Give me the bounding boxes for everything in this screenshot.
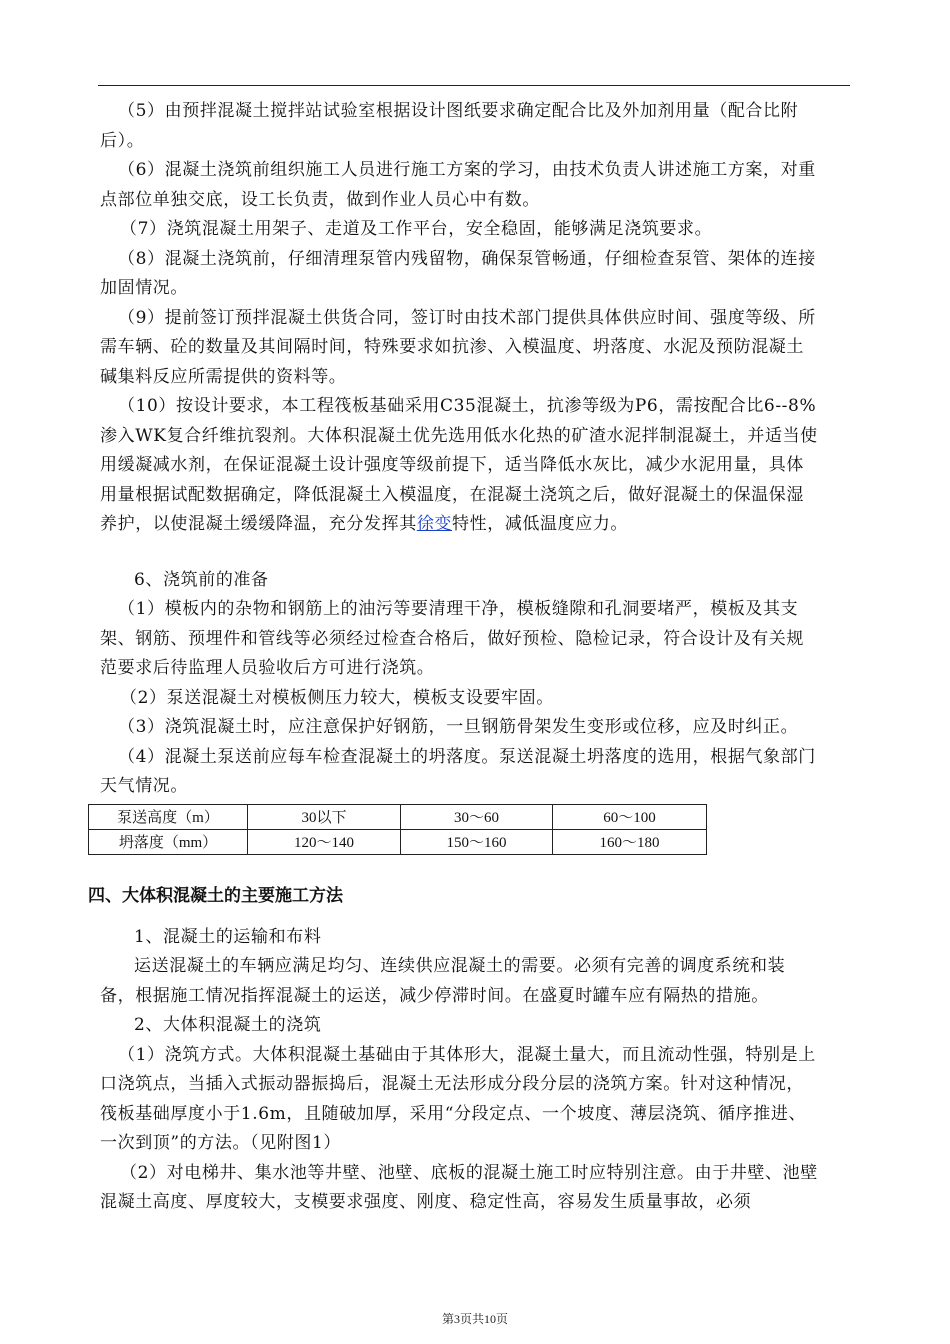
- subsection-2-title: 2、大体积混凝土的浇筑: [134, 1015, 322, 1035]
- table-row: [89, 829, 707, 854]
- table-cell: 坍落度（mm）: [89, 829, 248, 854]
- section-6-item-2: （2）泵送混凝土对模板侧压力较大，模板支设要牢固。: [120, 687, 554, 708]
- table-cell: 30～60: [401, 804, 553, 829]
- paragraph-9: （9）提前签订预拌混凝土供货合同，签订时由技术部门提供具体供应时间、强度等级、所需车辆、砼的数量及其间隔时间，特殊要求如抗渗、入模温度、坍落度、水泥及预防混凝土碱集料反应所需提供的资料等。: [100, 307, 816, 387]
- subsection-1-text: 运送混凝土的车辆应满足均匀、连续供应混凝土的需要。必须有完善的调度系统和装备，根据施工情况指挥混凝土的运送，减少停滞时间。在盛夏时罐车应有隔热的措施。: [100, 956, 786, 1006]
- table-cell: 150～160: [401, 829, 553, 854]
- table-cell: 160～180: [553, 829, 707, 854]
- slump-table: [88, 804, 707, 855]
- paragraph-5: （5）由预拌混凝土搅拌站试验室根据设计图纸要求确定配合比及外加剂用量（配合比附后）。: [100, 101, 799, 151]
- subsection-2-item-2: （2）对电梯井、集水池等井壁、池壁、底板的混凝土施工时应特别注意。由于井壁、池壁混凝土高度、厚度较大，支模要求强度、刚度、稳定性高，容易发生质量事故，必须: [100, 1162, 818, 1212]
- spacer: [100, 911, 820, 923]
- paragraph-6: （6）混凝土浇筑前组织施工人员进行施工方案的学习，由技术负责人讲述施工方案，对重点部位单独交底，设工长负责，做到作业人员心中有数。: [100, 160, 816, 210]
- section-6-title: 6、浇筑前的准备: [134, 569, 269, 590]
- spacer: [100, 540, 820, 566]
- table-cell: 泵送高度（m）: [89, 804, 248, 829]
- subsection-1-title: 1、混凝土的运输和布料: [134, 926, 322, 947]
- section-4-heading: 四、大体积混凝土的主要施工方法: [88, 885, 343, 906]
- header-rule: [98, 85, 850, 86]
- creep-link[interactable]: 徐变: [416, 514, 453, 534]
- table-cell: 60～100: [553, 804, 707, 829]
- page-footer: 第3页共10页: [441, 1312, 508, 1326]
- paragraph-10-tail: 特性，减低温度应力。: [452, 514, 629, 534]
- section-6-item-3: （3）浇筑混凝土时，应注意保护好钢筋，一旦钢筋骨架发生变形或位移，应及时纠正。: [118, 717, 799, 737]
- paragraph-10-text: （10）按设计要求，本工程筏板基础采用C35混凝土，抗渗等级为P6，需按配合比6--8%渗入WK复合纤维抗裂剂。大体积混凝土优先选用低水化热的矿渣水泥拌制混凝土，并适当使用缓凝减水剂，在保证混凝土设计强度等级前提下，适当降低水灰比，减少水泥用量，具体用量根据试配数据确定，降低混凝土入模温度，在混凝土浇筑之后，做好混凝土的保温保湿养护，以使混凝土缓缓降温，充分发挥其: [100, 396, 818, 534]
- section-6-item-1: （1）模板内的杂物和钢筋上的油污等要清理干净，模板缝隙和孔洞要堵严，模板及其支架、钢筋、预埋件和管线等必须经过检查合格后，做好预检、隐检记录，符合设计及有关规范要求后待监理人员验收后方可进行浇筑。: [100, 599, 804, 678]
- table-cell: 30以下: [248, 804, 401, 829]
- table-cell: 120～140: [248, 829, 401, 854]
- paragraph-10: [100, 392, 820, 540]
- spacer: [100, 855, 820, 881]
- paragraph-7: （7）浇筑混凝土用架子、走道及工作平台，安全稳固，能够满足浇筑要求。: [120, 219, 713, 239]
- subsection-2-item-1: （1）浇筑方式。大体积混凝土基础由于其体形大，混凝土量大，而且流动性强，特别是上口浇筑点，当插入式振动器振捣后，混凝土无法形成分段分层的浇筑方案。针对这种情况，筏板基础厚度小于1.6m，且随破加厚，采用“分段定点、一个坡度、薄层浇筑、循序推进、一次到顶”的方法。（见附图1）: [100, 1044, 816, 1153]
- table-row: [89, 804, 707, 829]
- paragraph-8: （8）混凝土浇筑前，仔细清理泵管内残留物，确保泵管畅通，仔细检查泵管、架体的连接加固情况。: [100, 248, 816, 298]
- page-body: [88, 97, 820, 1218]
- section-6-item-4: （4）混凝土泵送前应每车检查混凝土的坍落度。泵送混凝土坍落度的选用，根据气象部门天气情况。: [100, 746, 816, 796]
